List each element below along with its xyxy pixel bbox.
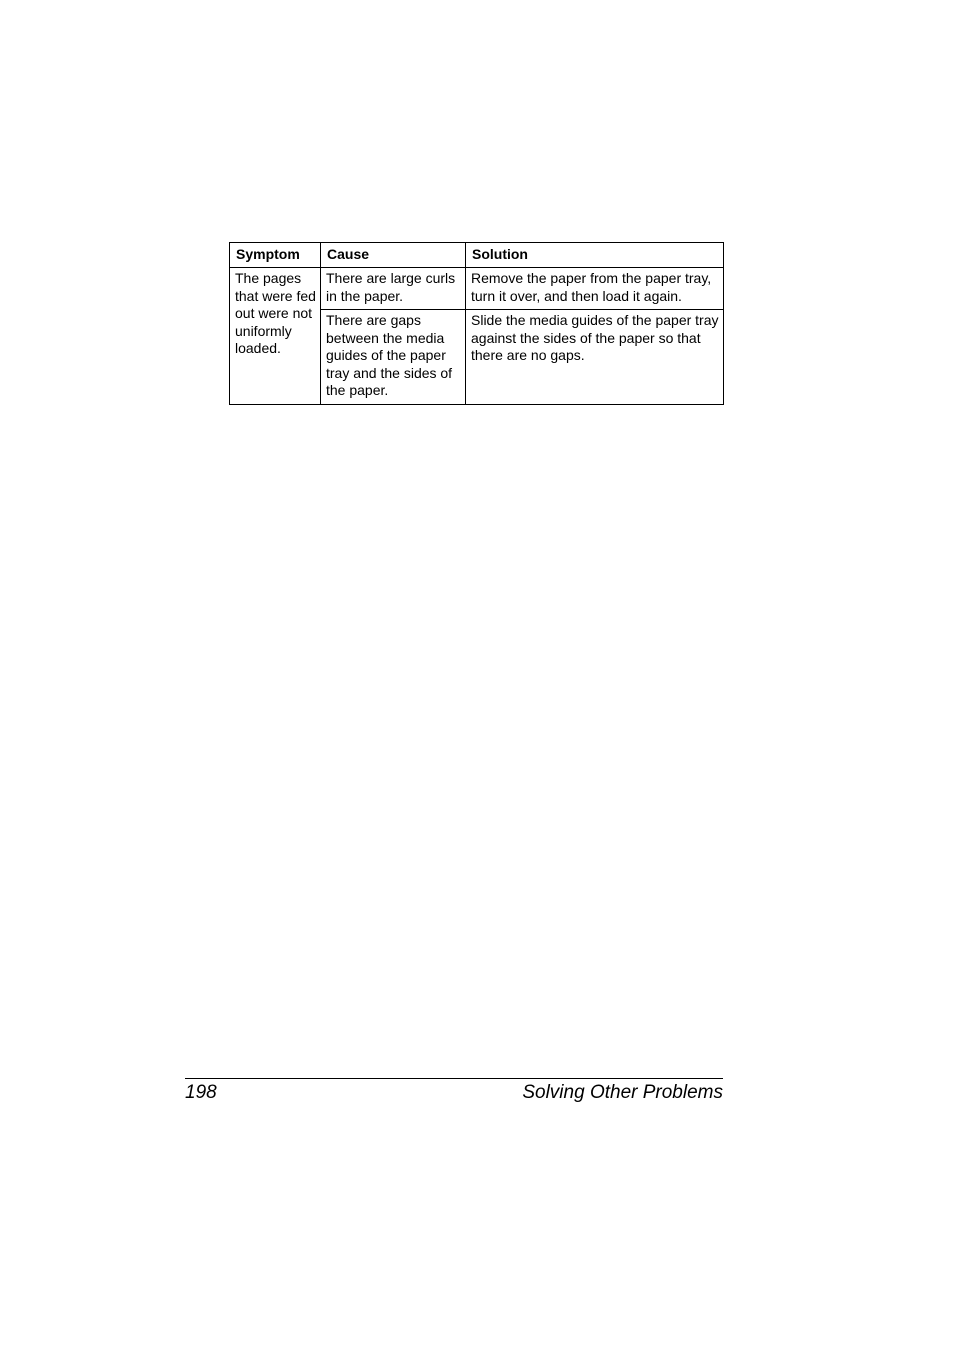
table-row: [230, 268, 724, 310]
footer-divider: [185, 1078, 723, 1079]
header-symptom: Symptom: [230, 243, 321, 268]
header-cause: Cause: [321, 243, 466, 268]
troubleshooting-table: [229, 242, 724, 405]
symptom-cell: The pages that were fed out were not uniformly loaded.: [230, 268, 321, 405]
solution-cell: Remove the paper from the paper tray, turn it over, and then load it again.: [466, 268, 724, 310]
cause-cell: There are gaps between the media guides of the paper tray and the sides of the paper.: [321, 310, 466, 405]
cause-cell: There are large curls in the paper.: [321, 268, 466, 310]
section-title: Solving Other Problems: [522, 1082, 723, 1103]
table-header-row: [230, 243, 724, 268]
page-number: 198: [185, 1082, 217, 1103]
solution-cell: Slide the media guides of the paper tray against the sides of the paper so that there are no gaps.: [466, 310, 724, 405]
table-header: [230, 243, 724, 268]
header-solution: Solution: [466, 243, 724, 268]
table-body: [230, 268, 724, 405]
